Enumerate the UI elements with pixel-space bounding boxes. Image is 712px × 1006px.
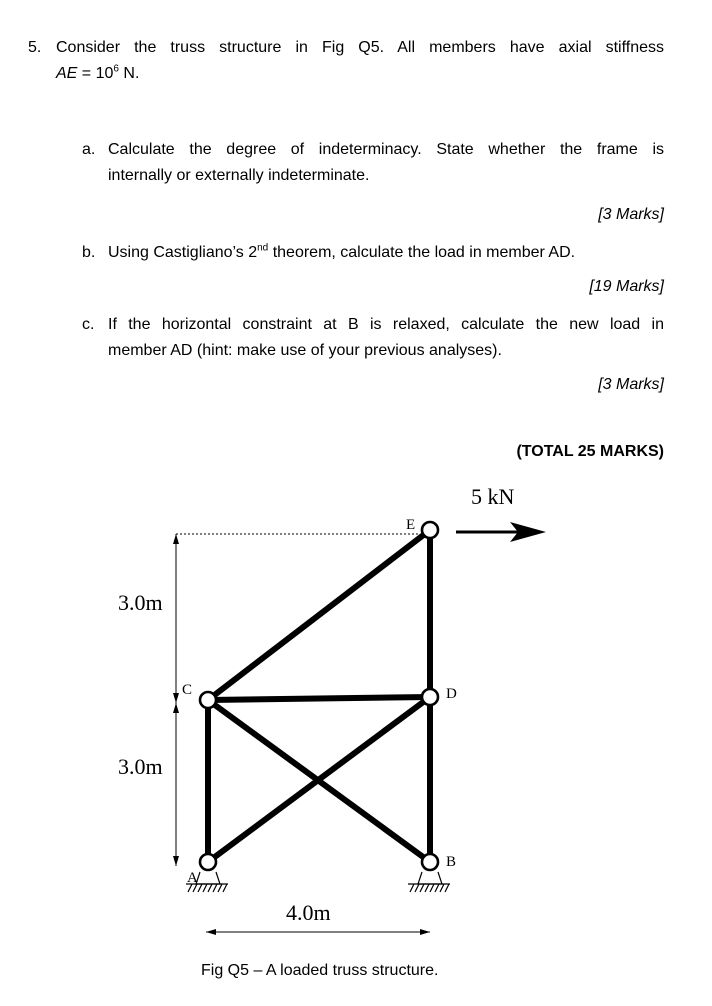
node-label-D: D	[446, 686, 457, 702]
part-b-label: b.	[82, 244, 96, 261]
vertical-dimension-lower	[173, 703, 179, 866]
joint-B	[422, 854, 438, 870]
part-c-line2: member AD (hint: make use of your previous analyses).	[108, 342, 502, 359]
node-label-E: E	[406, 517, 416, 533]
horizontal-dimension	[206, 929, 430, 935]
part-b-marks: [19 Marks]	[589, 278, 664, 295]
figure-caption: Fig Q5 – A loaded truss structure.	[201, 962, 439, 979]
load-label: 5 kN	[471, 484, 515, 509]
joint-C	[200, 692, 216, 708]
axial-stiffness-unit: N.	[118, 65, 140, 82]
part-a-line1: Calculate the degree of indeterminacy. State whether the frame is	[108, 141, 664, 158]
part-b-ordinal: nd	[257, 242, 269, 254]
node-label-A: A	[187, 870, 198, 886]
axial-stiffness-symbol: AE	[56, 65, 78, 82]
axial-stiffness-equals: = 10	[77, 65, 114, 82]
dimension-label-lower: 3.0m	[118, 754, 163, 779]
dimension-label-upper: 3.0m	[118, 590, 163, 615]
total-marks: (TOTAL 25 MARKS)	[516, 443, 664, 460]
part-b-text-before: Using Castigliano’s 2	[108, 244, 258, 261]
part-a-marks: [3 Marks]	[598, 206, 664, 223]
pin-support-B	[408, 872, 450, 892]
node-label-B: B	[446, 854, 457, 870]
member-CE	[208, 530, 430, 700]
axial-stiffness-exponent: 6	[113, 63, 119, 75]
joint-E	[422, 522, 438, 538]
joint-A	[200, 854, 216, 870]
part-c-label: c.	[82, 316, 95, 333]
part-c-marks: [3 Marks]	[598, 376, 664, 393]
part-a-line2: internally or externally indeterminate.	[108, 167, 370, 184]
part-c-line1: If the horizontal constraint at B is relaxed, calculate the new load in	[108, 316, 664, 333]
member-CD	[208, 697, 430, 700]
load-arrow	[456, 522, 546, 542]
joint-D	[422, 689, 438, 705]
part-b-text-after: theorem, calculate the load in member AD.	[268, 244, 576, 261]
part-a-label: a.	[82, 141, 96, 158]
vertical-dimension-upper	[173, 534, 179, 703]
question-number: 5.	[28, 39, 42, 56]
question-intro-line1: Consider the truss structure in Fig Q5. All members have axial stiffness	[56, 39, 664, 56]
node-label-C: C	[182, 682, 193, 698]
dimension-label-width: 4.0m	[286, 900, 331, 925]
